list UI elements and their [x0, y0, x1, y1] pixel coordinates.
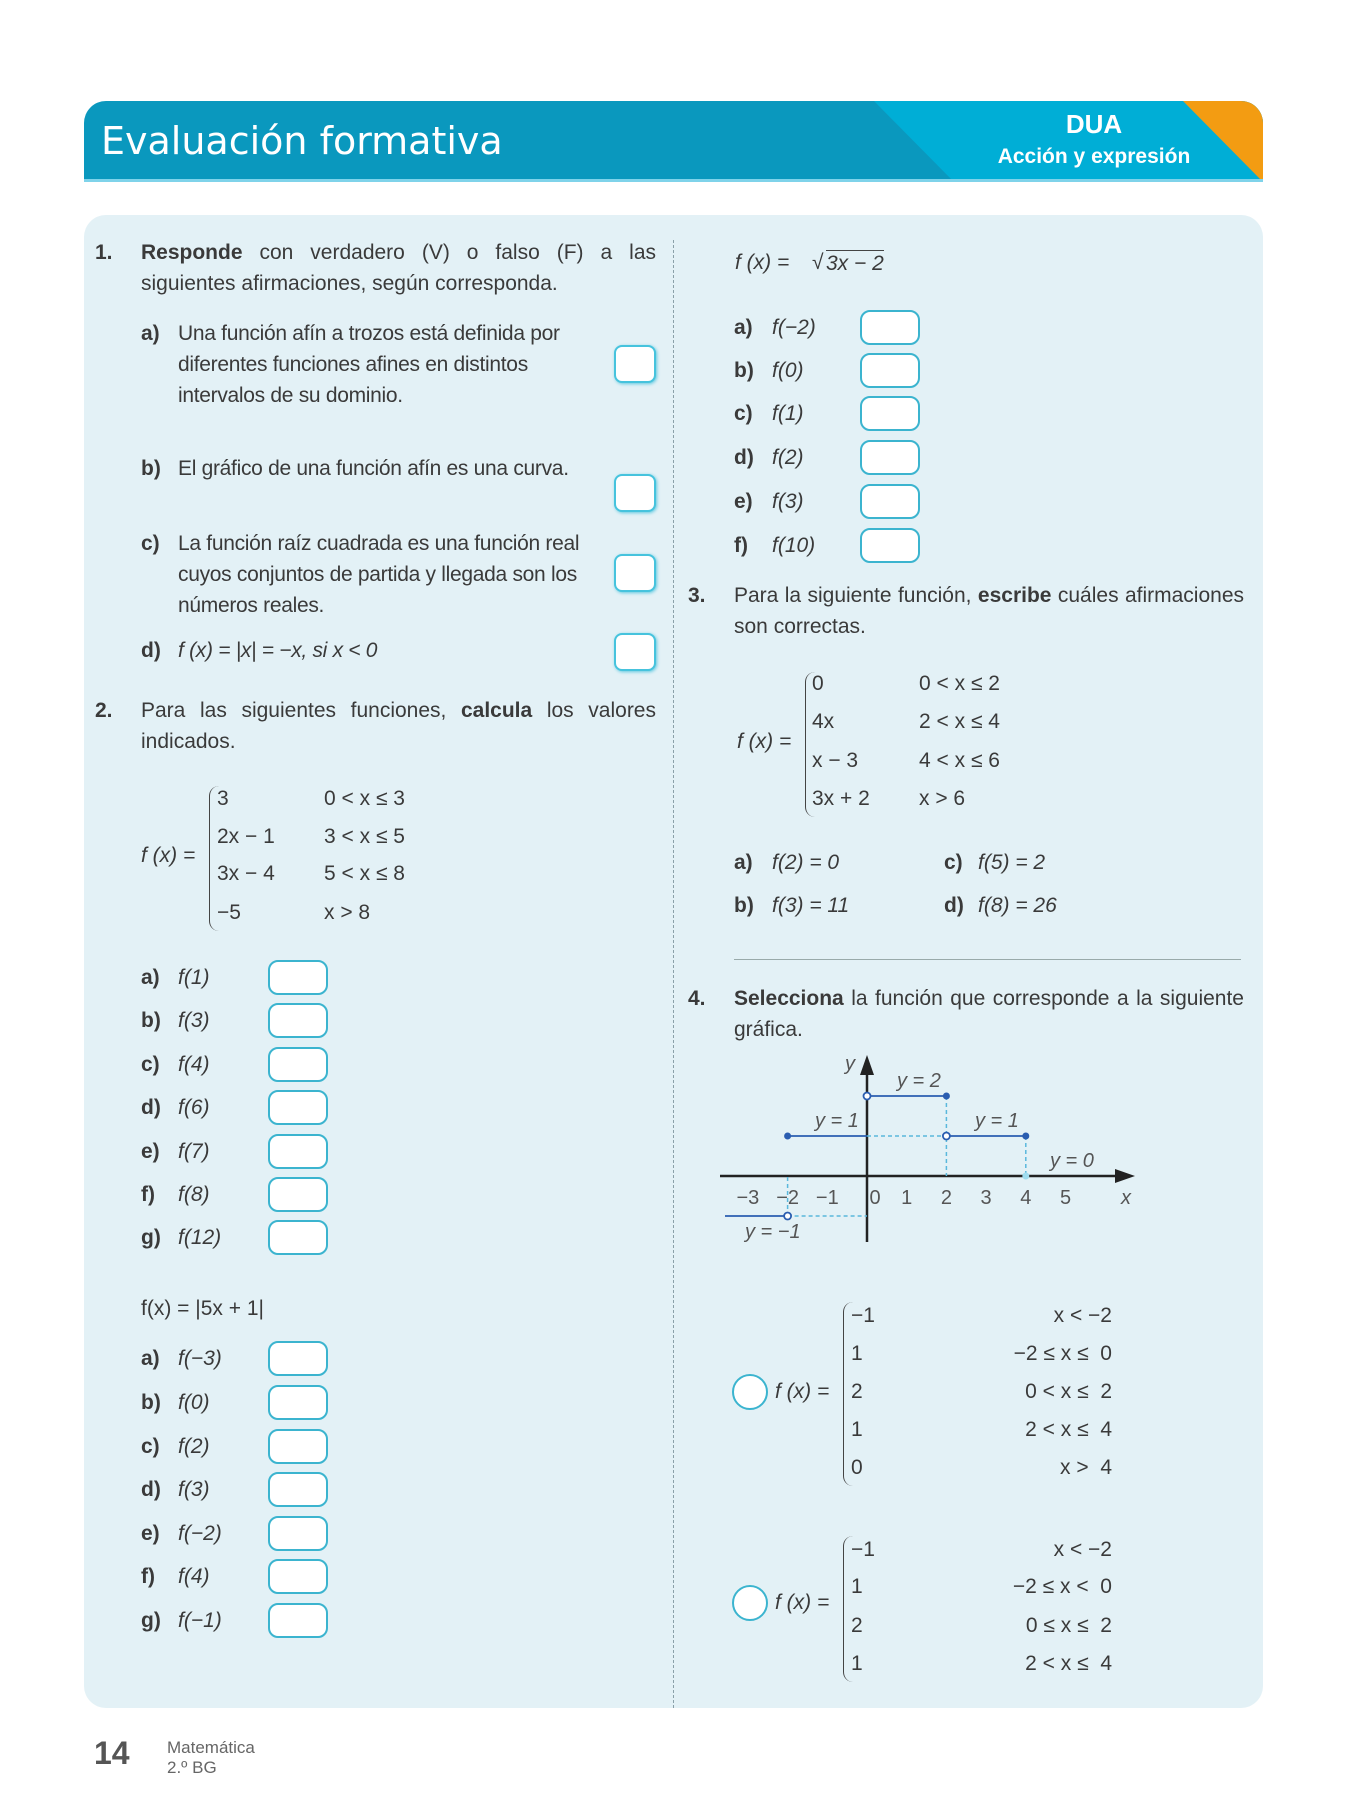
item-label: e): [141, 1140, 160, 1163]
item-label: f): [734, 534, 748, 557]
piece-condition: x > 4: [1060, 1456, 1112, 1479]
item-label: a): [734, 316, 753, 339]
prompt-text: Para la siguiente función,: [734, 584, 978, 607]
closed-endpoint: [1022, 1133, 1029, 1140]
page-number: 14: [94, 1735, 130, 1771]
evaluation-expression: f(3): [772, 490, 804, 513]
prompt-text: la función que corresponde a la siguiente gráfica.: [734, 987, 1244, 1041]
piece-expression: x − 3: [812, 749, 859, 772]
open-endpoint: [784, 1213, 791, 1220]
prompt-keyword: escribe: [977, 584, 1052, 607]
item-label: b): [141, 1009, 161, 1032]
segment-label: y = 1: [975, 1110, 1019, 1132]
item-label: c): [141, 1053, 160, 1076]
y-axis-label: y: [845, 1053, 855, 1075]
piece-condition: x > 8: [324, 901, 371, 924]
piece-condition: 0 < x ≤ 3: [324, 787, 405, 810]
y-axis-arrow-icon: [860, 1055, 874, 1075]
evaluation-expression: f(4): [178, 1053, 210, 1076]
piece-condition: x < −2: [1053, 1538, 1112, 1561]
x-axis-label: x: [1121, 1187, 1131, 1209]
prompt-keyword: Selecciona: [734, 987, 844, 1010]
x-tick-label: 3: [980, 1187, 992, 1209]
piece-expression: −1: [851, 1538, 875, 1561]
function-name: f (x) =: [775, 1591, 830, 1614]
item-label: a): [141, 1347, 160, 1370]
piece-condition: 5 < x ≤ 8: [324, 862, 405, 885]
evaluation-expression: f(10): [772, 534, 816, 557]
closed-endpoint: [943, 1093, 950, 1100]
statement-label: b): [734, 894, 754, 917]
x-axis-arrow-icon: [1115, 1169, 1135, 1183]
item-label: c): [141, 532, 160, 555]
piece-condition: 4 < x ≤ 6: [919, 749, 1000, 772]
evaluation-expression: f(12): [178, 1226, 222, 1249]
prompt-text: cuáles afirmaciones son correctas.: [734, 584, 1245, 638]
item-label: c): [141, 1435, 160, 1458]
piece-expression: 3x + 2: [812, 787, 870, 810]
question-number: 2.: [95, 699, 113, 722]
piece-expression: 3: [217, 787, 229, 810]
statement-text: La función raíz cuadrada es una función real cuyos conjuntos de partida y llegada son los números reales.: [178, 532, 580, 617]
piece-condition: 2 < x ≤ 4: [1025, 1418, 1112, 1441]
item-label: f): [141, 1183, 155, 1206]
prompt-keyword: Responde: [141, 241, 243, 264]
item-label: b): [734, 359, 754, 382]
x-tick-label: 5: [1059, 1187, 1072, 1209]
statement-text: f (x) = |x| = −x, si x < 0: [178, 639, 378, 662]
statement-expression: f(5) = 2: [978, 851, 1046, 874]
x-tick-label: −3: [736, 1187, 760, 1209]
radicand: 3x − 2: [826, 252, 884, 275]
segment-label: y = 2: [897, 1070, 941, 1092]
piece-condition: 3 < x ≤ 5: [324, 825, 405, 848]
evaluation-expression: f(8): [178, 1183, 210, 1206]
segment-label: y = 1: [815, 1110, 859, 1132]
prompt-keyword: calcula: [460, 699, 533, 722]
prompt-text: Para las siguientes funciones,: [141, 699, 461, 722]
statement-expression: f(3) = 11: [772, 894, 850, 917]
open-endpoint: [864, 1093, 871, 1100]
piece-condition: 0 ≤ x ≤ 2: [1025, 1614, 1112, 1637]
item-label: f): [141, 1565, 155, 1588]
piece-expression: 0: [851, 1456, 863, 1479]
evaluation-expression: f(−1): [178, 1609, 222, 1632]
statement-label: d): [944, 894, 964, 917]
evaluation-expression: f(−2): [772, 316, 816, 339]
evaluation-expression: f(1): [772, 402, 804, 425]
sqrt-symbol: √: [812, 251, 824, 274]
item-label: g): [141, 1609, 161, 1632]
segment-label: y = 0: [1050, 1150, 1094, 1172]
item-label: e): [734, 490, 753, 513]
item-label: c): [734, 402, 753, 425]
item-label: d): [141, 1478, 161, 1501]
item-label: d): [141, 1096, 161, 1119]
function-name: f (x) =: [737, 730, 792, 753]
piece-condition: −2 ≤ x ≤ 0: [1013, 1342, 1112, 1365]
statement-label: c): [944, 851, 963, 874]
x-tick-label: 1: [901, 1187, 913, 1209]
item-label: b): [141, 457, 161, 480]
evaluation-expression: f(0): [178, 1391, 210, 1414]
piece-condition: −2 ≤ x < 0: [1012, 1575, 1112, 1598]
evaluation-expression: f(0): [772, 359, 804, 382]
prompt-text: los valores indicados.: [141, 699, 656, 753]
evaluation-expression: f(3): [178, 1009, 210, 1032]
statement-text: Una función afín a trozos está definida por diferentes funciones afines en distintos intervalos de su dominio.: [178, 322, 560, 407]
x-tick-label: 2: [940, 1187, 952, 1209]
evaluation-expression: f(6): [178, 1096, 210, 1119]
footer-subject: Matemática: [167, 1738, 255, 1757]
item-label: a): [141, 966, 160, 989]
evaluation-expression: f(3): [178, 1478, 210, 1501]
piece-expression: 1: [851, 1342, 863, 1365]
piece-condition: 0 < x ≤ 2: [919, 672, 1000, 695]
piece-expression: 2x − 1: [217, 825, 275, 848]
piece-expression: 1: [851, 1652, 863, 1675]
piece-expression: 1: [851, 1418, 863, 1441]
item-label: e): [141, 1522, 160, 1545]
x-tick-label: 4: [1020, 1187, 1032, 1209]
item-label: a): [141, 322, 160, 345]
question-number: 3.: [688, 584, 706, 607]
page-title: Evaluación formativa: [101, 119, 503, 163]
piece-expression: 1: [851, 1575, 863, 1598]
item-label: b): [141, 1391, 161, 1414]
question-number: 1.: [95, 241, 113, 264]
open-endpoint: [943, 1133, 950, 1140]
evaluation-expression: f(−3): [178, 1347, 222, 1370]
piece-expression: 2: [851, 1380, 863, 1403]
piece-condition: 2 < x ≤ 4: [919, 710, 1000, 733]
function-name: f (x) =: [141, 844, 196, 867]
segment-label: y = −1: [745, 1221, 801, 1243]
statement-expression: f(8) = 26: [978, 894, 1057, 917]
evaluation-expression: f(4): [178, 1565, 210, 1588]
dua-badge-title: DUA: [1065, 109, 1123, 139]
function-name: f (x) =: [735, 251, 790, 274]
piece-expression: 3x − 4: [217, 862, 275, 885]
item-label: d): [141, 639, 161, 662]
piece-expression: 4x: [812, 710, 835, 733]
footer-grade: 2.º BG: [167, 1758, 217, 1777]
piece-expression: 0: [812, 672, 824, 695]
piece-expression: −1: [851, 1304, 875, 1327]
open-endpoint: [1022, 1173, 1029, 1180]
statement-text: El gráfico de una función afín es una curva.: [178, 457, 569, 480]
evaluation-expression: f(7): [178, 1140, 210, 1163]
question-number: 4.: [688, 987, 706, 1010]
piece-condition: x > 6: [919, 787, 966, 810]
evaluation-expression: f(2): [772, 446, 804, 469]
item-label: d): [734, 446, 754, 469]
item-label: g): [141, 1226, 161, 1249]
piece-condition: x < −2: [1053, 1304, 1112, 1327]
x-tick-label: −1: [815, 1187, 839, 1209]
evaluation-expression: f(2): [178, 1435, 210, 1458]
closed-endpoint: [784, 1133, 791, 1140]
dua-badge-subtitle: Acción y expresión: [997, 145, 1191, 168]
piece-condition: 2 < x ≤ 4: [1025, 1652, 1112, 1675]
function-definition: f(x) = |5x + 1|: [141, 1297, 264, 1320]
piece-expression: 2: [851, 1614, 863, 1637]
evaluation-expression: f(−2): [178, 1522, 222, 1545]
x-tick-label: 0: [869, 1187, 881, 1209]
statement-expression: f(2) = 0: [772, 851, 840, 874]
x-tick-label: −2: [776, 1187, 800, 1209]
prompt-text: con verdadero (V) o falso (F) a las siguientes afirmaciones, según corresponda.: [141, 241, 656, 295]
piece-condition: 0 < x ≤ 2: [1025, 1380, 1112, 1403]
function-name: f (x) =: [775, 1380, 830, 1403]
piece-expression: −5: [217, 901, 241, 924]
statement-label: a): [734, 851, 753, 874]
evaluation-expression: f(1): [178, 966, 210, 989]
